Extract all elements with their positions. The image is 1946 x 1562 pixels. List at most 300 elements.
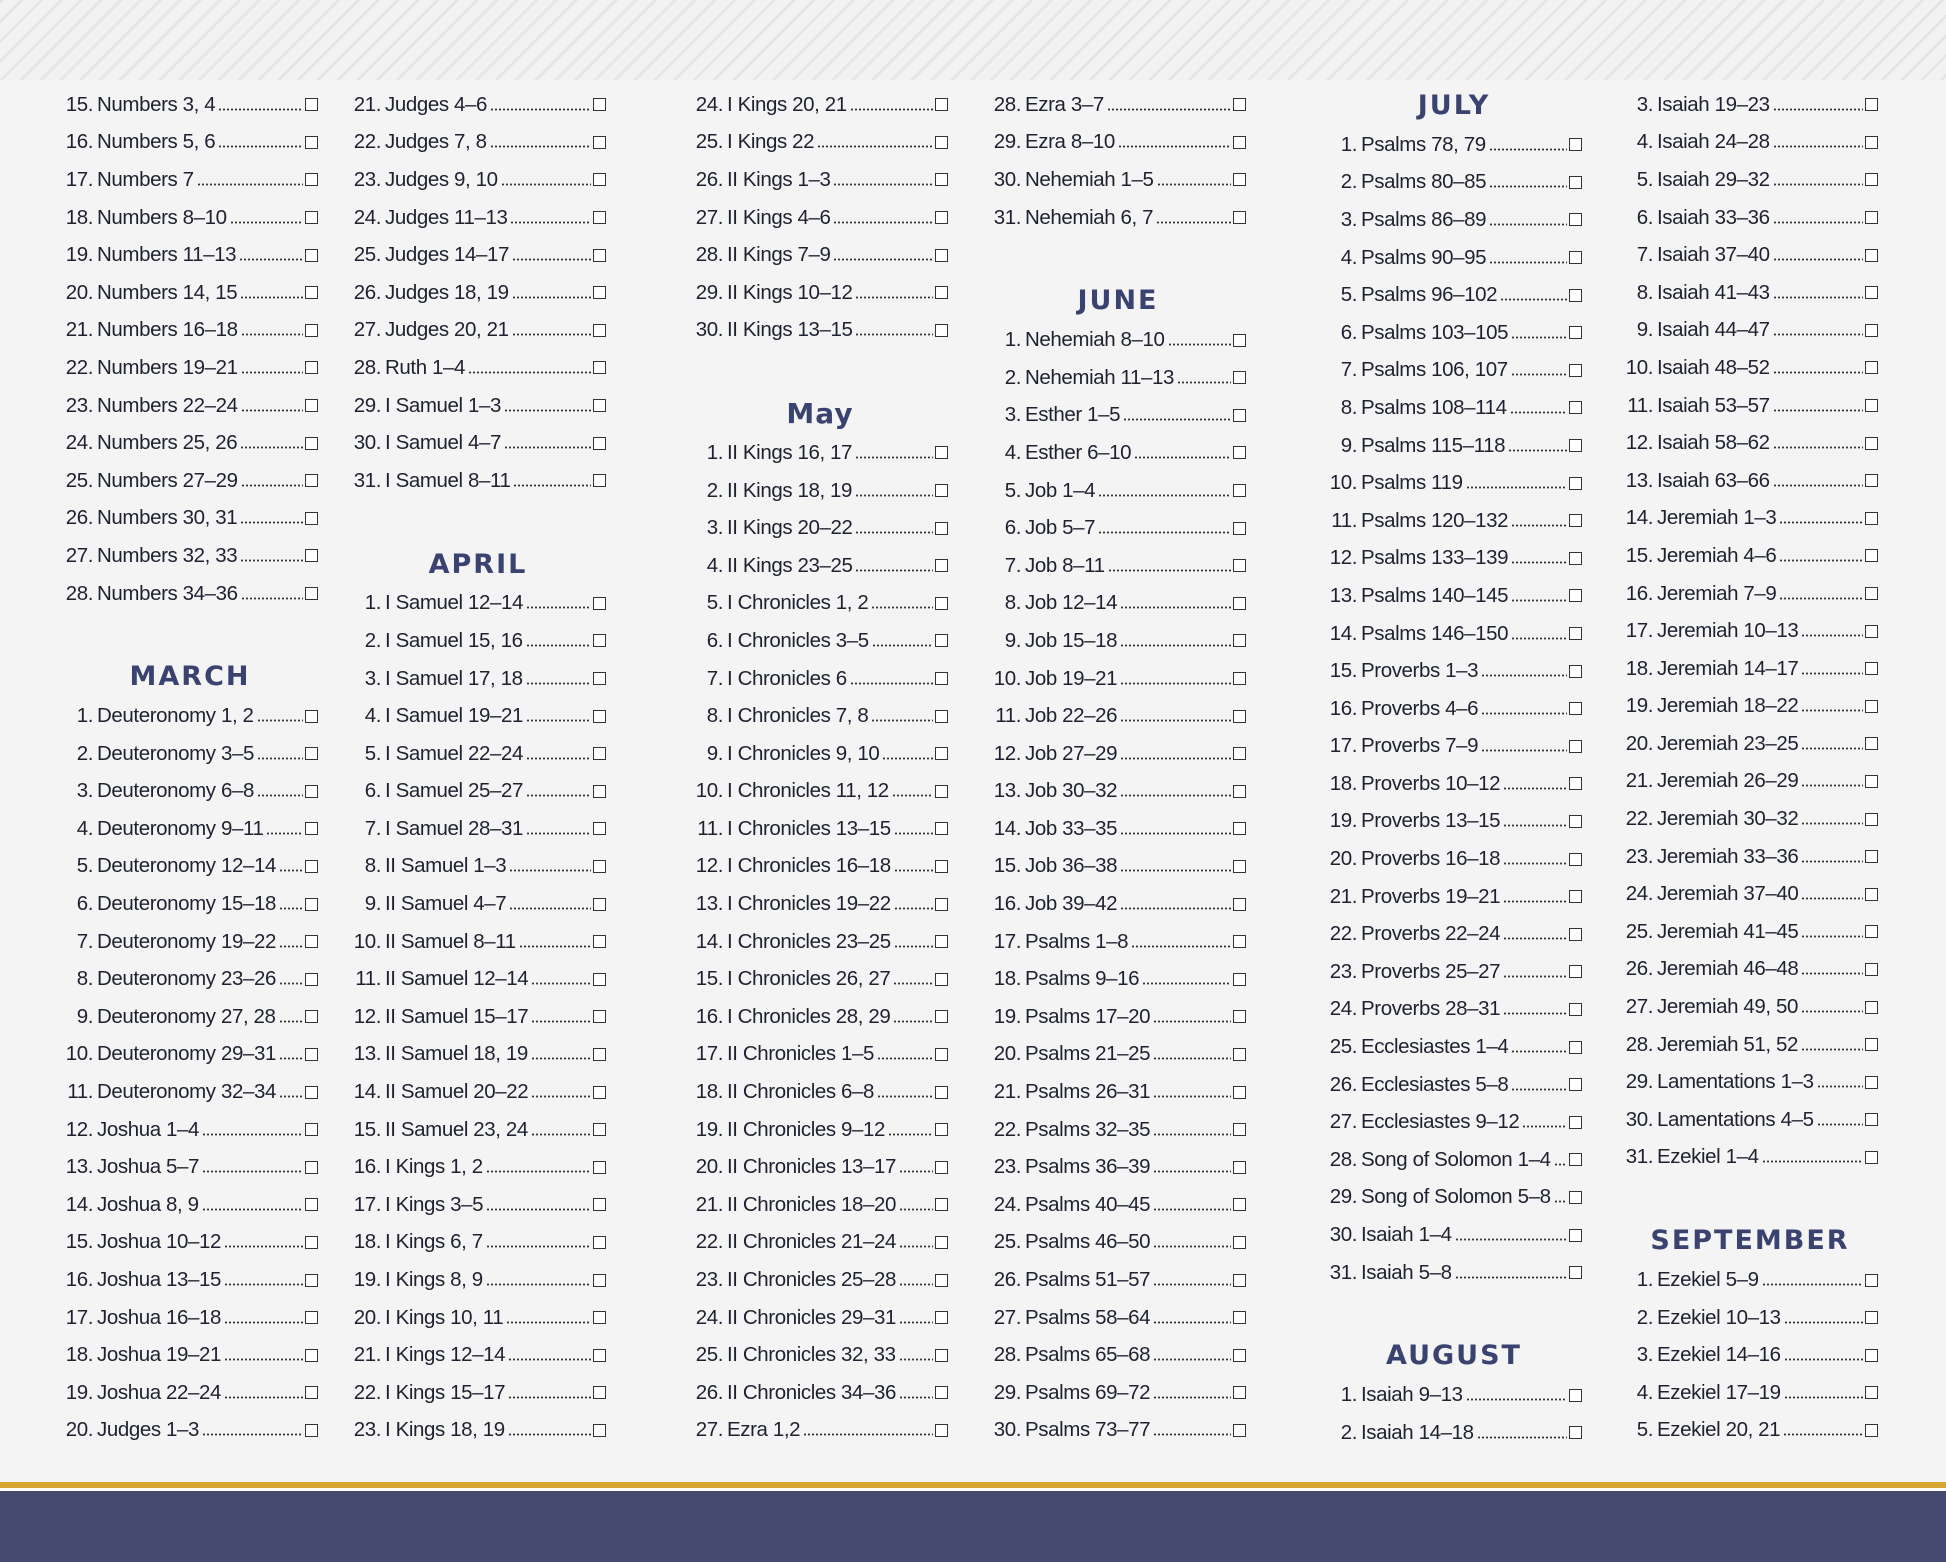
checkbox-icon[interactable] [1233,1010,1246,1023]
scripture-reference: I Chronicles 7, 8 [727,704,869,728]
checkbox-icon[interactable] [1569,289,1582,302]
checkbox-icon[interactable] [1233,1161,1246,1174]
checkbox-icon[interactable] [305,98,318,111]
dot-leader [1503,900,1567,903]
checkbox-icon[interactable] [305,973,318,986]
reading-item [990,434,1246,472]
reading-item [1622,274,1878,312]
checkbox-icon[interactable] [593,747,606,760]
checkbox-icon[interactable] [593,249,606,262]
scripture-reference: Psalms 58–64 [1025,1305,1151,1329]
checkbox-icon[interactable] [935,286,948,299]
checkbox-icon[interactable] [935,249,948,262]
scripture-reference: II Kings 23–25 [727,553,853,577]
checkbox-icon[interactable] [1865,361,1878,374]
checkbox-icon[interactable] [1569,777,1582,790]
day-number: 24. [353,205,381,229]
checkbox-icon[interactable] [1865,249,1878,262]
scripture-reference: I Samuel 28–31 [385,816,524,840]
checkbox-icon[interactable] [1865,1151,1878,1164]
checkbox-icon[interactable] [305,1086,318,1099]
checkbox-icon[interactable] [935,98,948,111]
reading-item [62,1261,318,1299]
checkbox-icon[interactable] [593,324,606,337]
day-number: 14. [695,929,723,953]
reading-item [350,1224,606,1262]
dot-leader [202,1133,303,1136]
scripture-reference: I Samuel 1–3 [385,393,501,417]
column-6 [1622,86,1878,1449]
checkbox-icon[interactable] [593,136,606,149]
checkbox-icon[interactable] [593,1274,606,1287]
checkbox-icon[interactable] [593,710,606,723]
checkbox-icon[interactable] [1233,1274,1246,1287]
checkbox-icon[interactable] [935,522,948,535]
checkbox-icon[interactable] [1233,1236,1246,1249]
checkbox-icon[interactable] [1569,1191,1582,1204]
checkbox-icon[interactable] [1865,625,1878,638]
checkbox-icon[interactable] [935,785,948,798]
checkbox-icon[interactable] [1865,737,1878,750]
checkbox-icon[interactable] [1233,860,1246,873]
checkbox-icon[interactable] [305,211,318,224]
checkbox-icon[interactable] [593,1236,606,1249]
checkbox-icon[interactable] [1865,437,1878,450]
checkbox-icon[interactable] [1865,1038,1878,1051]
reading-item [62,1224,318,1262]
checkbox-icon[interactable] [1233,484,1246,497]
checkbox-icon[interactable] [305,1311,318,1324]
reading-item [692,124,948,162]
checkbox-icon[interactable] [935,173,948,186]
scripture-reference: Joshua 8, 9 [97,1192,199,1216]
dot-leader [1779,559,1863,562]
scripture-reference: Psalms 1–8 [1025,929,1129,953]
checkbox-icon[interactable] [593,1424,606,1437]
reading-item [990,1224,1246,1262]
checkbox-icon[interactable] [935,898,948,911]
checkbox-icon[interactable] [935,484,948,497]
checkbox-icon[interactable] [1233,747,1246,760]
checkbox-icon[interactable] [935,634,948,647]
checkbox-icon[interactable] [593,1161,606,1174]
reading-item [990,1036,1246,1074]
day-number: 5. [364,741,381,765]
checkbox-icon[interactable] [1233,822,1246,835]
reading-item [1622,124,1878,162]
checkbox-icon[interactable] [1233,173,1246,186]
reading-item [1326,652,1582,690]
checkbox-icon[interactable] [593,1198,606,1211]
checkbox-icon[interactable] [1865,1113,1878,1126]
scripture-reference: Isaiah 37–40 [1657,243,1770,267]
checkbox-icon[interactable] [935,973,948,986]
checkbox-icon[interactable] [1569,1229,1582,1242]
scripture-reference: Judges 20, 21 [385,318,509,342]
checkbox-icon[interactable] [1233,136,1246,149]
scripture-reference: Job 22–26 [1025,704,1118,728]
checkbox-icon[interactable] [305,1161,318,1174]
checkbox-icon[interactable] [935,860,948,873]
checkbox-icon[interactable] [1569,552,1582,565]
checkbox-icon[interactable] [1569,665,1582,678]
checkbox-icon[interactable] [1233,1048,1246,1061]
checkbox-icon[interactable] [305,935,318,948]
checkbox-icon[interactable] [305,474,318,487]
checkbox-icon[interactable] [935,1424,948,1437]
checkbox-icon[interactable] [1233,1086,1246,1099]
scripture-reference: Deuteronomy 6–8 [97,779,254,803]
checkbox-icon[interactable] [935,559,948,572]
scripture-reference: Isaiah 29–32 [1657,167,1770,191]
scripture-reference: Ecclesiastes 9–12 [1361,1110,1520,1134]
checkbox-icon[interactable] [305,822,318,835]
checkbox-icon[interactable] [593,1123,606,1136]
day-number: 25. [1329,1035,1357,1059]
dot-leader [899,1208,933,1211]
reading-item [990,1111,1246,1149]
checkbox-icon[interactable] [305,1123,318,1136]
dot-leader [279,1057,303,1060]
dot-leader [1801,860,1863,863]
checkbox-icon[interactable] [1569,213,1582,226]
reading-item [1326,1103,1582,1141]
day-number: 27. [1625,995,1653,1019]
checkbox-icon[interactable] [935,822,948,835]
checkbox-icon[interactable] [305,549,318,562]
checkbox-icon[interactable] [593,286,606,299]
checkbox-icon[interactable] [1569,176,1582,189]
checkbox-icon[interactable] [1569,589,1582,602]
checkbox-icon[interactable] [935,672,948,685]
checkbox-icon[interactable] [1233,559,1246,572]
checkbox-icon[interactable] [593,597,606,610]
checkbox-icon[interactable] [1233,522,1246,535]
scripture-reference: Ezekiel 10–13 [1657,1305,1781,1329]
checkbox-icon[interactable] [1865,662,1878,675]
day-number: 16. [1625,581,1653,605]
checkbox-icon[interactable] [305,747,318,760]
reading-item [1622,1063,1878,1101]
scripture-reference: I Samuel 17, 18 [385,666,523,690]
checkbox-icon[interactable] [305,437,318,450]
checkbox-icon[interactable] [1569,138,1582,151]
checkbox-icon[interactable] [935,710,948,723]
day-number: 29. [993,1380,1021,1404]
scripture-reference: II Samuel 15–17 [385,1004,529,1028]
day-number: 22. [993,1117,1021,1141]
checkbox-icon[interactable] [935,1086,948,1099]
checkbox-icon[interactable] [305,173,318,186]
checkbox-icon[interactable] [1865,963,1878,976]
checkbox-icon[interactable] [1569,1426,1582,1439]
checkbox-icon[interactable] [1233,1123,1246,1136]
scripture-reference: Proverbs 7–9 [1361,734,1479,758]
reading-item [692,1148,948,1186]
day-number: 21. [695,1192,723,1216]
reading-item [1622,537,1878,575]
checkbox-icon[interactable] [305,1236,318,1249]
checkbox-icon[interactable] [1569,251,1582,264]
checkbox-icon[interactable] [1569,1153,1582,1166]
checkbox-icon[interactable] [305,1048,318,1061]
checkbox-icon[interactable] [305,1198,318,1211]
checkbox-icon[interactable] [1865,1274,1878,1287]
checkbox-icon[interactable] [593,973,606,986]
checkbox-icon[interactable] [1233,710,1246,723]
day-number: 26. [993,1268,1021,1292]
checkbox-icon[interactable] [1233,1198,1246,1211]
checkbox-icon[interactable] [935,747,948,760]
checkbox-icon[interactable] [1569,1041,1582,1054]
checkbox-icon[interactable] [1233,446,1246,459]
dot-leader [1120,719,1231,722]
reading-item [1326,276,1582,314]
checkbox-icon[interactable] [1233,98,1246,111]
checkbox-icon[interactable] [1865,1349,1878,1362]
day-number: 7. [1340,358,1357,382]
checkbox-icon[interactable] [1865,399,1878,412]
checkbox-icon[interactable] [1233,1386,1246,1399]
checkbox-icon[interactable] [1233,785,1246,798]
checkbox-icon[interactable] [593,98,606,111]
scripture-reference: Job 30–32 [1025,779,1118,803]
day-number: 4. [76,816,93,840]
checkbox-icon[interactable] [593,474,606,487]
checkbox-icon[interactable] [1569,477,1582,490]
checkbox-icon[interactable] [1233,1311,1246,1324]
scripture-reference: Joshua 13–15 [97,1268,222,1292]
checkbox-icon[interactable] [1233,409,1246,422]
checkbox-icon[interactable] [935,1236,948,1249]
scripture-reference: Deuteronomy 15–18 [97,892,276,916]
checkbox-icon[interactable] [935,1198,948,1211]
checkbox-icon[interactable] [935,1010,948,1023]
checkbox-icon[interactable] [305,361,318,374]
dot-leader [1801,972,1863,975]
day-number: 23. [65,393,93,417]
checkbox-icon[interactable] [305,399,318,412]
reading-item [1326,1216,1582,1254]
checkbox-icon[interactable] [1569,439,1582,452]
reading-item [350,810,606,848]
checkbox-icon[interactable] [1233,1349,1246,1362]
checkbox-icon[interactable] [593,785,606,798]
dot-leader [526,644,591,647]
checkbox-icon[interactable] [1865,1001,1878,1014]
reading-item [692,86,948,124]
day-number: 21. [993,1080,1021,1104]
checkbox-icon[interactable] [593,860,606,873]
checkbox-icon[interactable] [935,1161,948,1174]
dot-leader [257,719,303,722]
checkbox-icon[interactable] [1569,1266,1582,1279]
checkbox-icon[interactable] [593,437,606,450]
checkbox-icon[interactable] [1865,98,1878,111]
checkbox-icon[interactable] [1569,928,1582,941]
day-number: 17. [1625,619,1653,643]
scripture-reference: Deuteronomy 19–22 [97,929,276,953]
reading-item [350,1148,606,1186]
checkbox-icon[interactable] [305,587,318,600]
day-number: 29. [993,130,1021,154]
checkbox-icon[interactable] [305,1010,318,1023]
checkbox-icon[interactable] [1233,935,1246,948]
checkbox-icon[interactable] [1865,1076,1878,1089]
checkbox-icon[interactable] [1865,211,1878,224]
checkbox-icon[interactable] [305,136,318,149]
checkbox-icon[interactable] [935,935,948,948]
scripture-reference: Numbers 16–18 [97,318,238,342]
scripture-reference: Jeremiah 14–17 [1657,656,1799,680]
checkbox-icon[interactable] [1865,775,1878,788]
checkbox-icon[interactable] [1233,1424,1246,1437]
checkbox-icon[interactable] [1569,364,1582,377]
checkbox-icon[interactable] [593,1386,606,1399]
scripture-reference: Psalms 146–150 [1361,621,1509,645]
checkbox-icon[interactable] [1569,1389,1582,1402]
checkbox-icon[interactable] [1233,371,1246,384]
checkbox-icon[interactable] [305,860,318,873]
checkbox-icon[interactable] [1865,850,1878,863]
checkbox-icon[interactable] [1569,890,1582,903]
day-number: 22. [65,355,93,379]
checkbox-icon[interactable] [1569,1003,1582,1016]
checkbox-icon[interactable] [1569,401,1582,414]
checkbox-icon[interactable] [1865,1386,1878,1399]
checkbox-icon[interactable] [593,898,606,911]
checkbox-icon[interactable] [935,1048,948,1061]
checkbox-icon[interactable] [305,286,318,299]
checkbox-icon[interactable] [593,1010,606,1023]
checkbox-icon[interactable] [1569,627,1582,640]
checkbox-icon[interactable] [305,710,318,723]
checkbox-icon[interactable] [1569,1078,1582,1091]
checkbox-icon[interactable] [1865,512,1878,525]
checkbox-icon[interactable] [935,446,948,459]
checkbox-icon[interactable] [1233,973,1246,986]
scripture-reference: Psalms 120–132 [1361,508,1509,532]
dot-leader [508,1358,591,1361]
checkbox-icon[interactable] [1233,672,1246,685]
checkbox-icon[interactable] [1865,925,1878,938]
dot-leader [1489,148,1567,151]
day-number: 16. [353,1155,381,1179]
reading-item [990,1148,1246,1186]
checkbox-icon[interactable] [1865,700,1878,713]
section-spacer [1622,1176,1878,1221]
checkbox-icon[interactable] [1865,549,1878,562]
checkbox-icon[interactable] [1569,965,1582,978]
checkbox-icon[interactable] [935,1123,948,1136]
checkbox-icon[interactable] [305,324,318,337]
checkbox-icon[interactable] [935,597,948,610]
scripture-reference: Joshua 5–7 [97,1155,200,1179]
reading-item [62,500,318,538]
scripture-reference: Ezekiel 1–4 [1657,1145,1759,1169]
day-number: 15. [1329,659,1357,683]
checkbox-icon[interactable] [593,1086,606,1099]
checkbox-icon[interactable] [1569,514,1582,527]
checkbox-icon[interactable] [1233,634,1246,647]
checkbox-icon[interactable] [593,399,606,412]
scripture-reference: Numbers 25, 26 [97,431,238,455]
scripture-reference: Deuteronomy 1, 2 [97,704,254,728]
checkbox-icon[interactable] [305,1349,318,1362]
checkbox-icon[interactable] [593,935,606,948]
checkbox-icon[interactable] [305,1274,318,1287]
checkbox-icon[interactable] [1569,326,1582,339]
dot-leader [1773,333,1863,336]
checkbox-icon[interactable] [1569,702,1582,715]
checkbox-icon[interactable] [305,1386,318,1399]
checkbox-icon[interactable] [1865,286,1878,299]
checkbox-icon[interactable] [305,1424,318,1437]
checkbox-icon[interactable] [1569,815,1582,828]
scripture-reference: Psalms 73–77 [1025,1418,1151,1442]
checkbox-icon[interactable] [935,1311,948,1324]
checkbox-icon[interactable] [593,211,606,224]
dot-leader [1773,446,1863,449]
checkbox-icon[interactable] [1233,898,1246,911]
checkbox-icon[interactable] [593,361,606,374]
checkbox-icon[interactable] [1569,853,1582,866]
checkbox-icon[interactable] [593,173,606,186]
checkbox-icon[interactable] [1569,1116,1582,1129]
checkbox-icon[interactable] [935,136,948,149]
checkbox-icon[interactable] [1569,740,1582,753]
checkbox-icon[interactable] [593,822,606,835]
checkbox-icon[interactable] [305,785,318,798]
checkbox-icon[interactable] [935,211,948,224]
checkbox-icon[interactable] [593,1349,606,1362]
checkbox-icon[interactable] [593,672,606,685]
checkbox-icon[interactable] [305,898,318,911]
checkbox-icon[interactable] [935,1349,948,1362]
checkbox-icon[interactable] [305,512,318,525]
day-number: 11. [67,1080,93,1104]
checkbox-icon[interactable] [1865,1311,1878,1324]
checkbox-icon[interactable] [1865,136,1878,149]
checkbox-icon[interactable] [1233,211,1246,224]
checkbox-icon[interactable] [935,1274,948,1287]
scripture-reference: Psalms 32–35 [1025,1117,1151,1141]
checkbox-icon[interactable] [1865,888,1878,901]
day-number: 11. [697,816,723,840]
checkbox-icon[interactable] [305,249,318,262]
checkbox-icon[interactable] [935,324,948,337]
dot-leader [1466,486,1567,489]
scripture-reference: Jeremiah 30–32 [1657,807,1799,831]
reading-item [350,236,606,274]
checkbox-icon[interactable] [593,1311,606,1324]
checkbox-icon[interactable] [593,634,606,647]
checkbox-icon[interactable] [1865,813,1878,826]
checkbox-icon[interactable] [1865,587,1878,600]
checkbox-icon[interactable] [1865,324,1878,337]
reading-item [692,1261,948,1299]
day-number: 18. [695,1080,723,1104]
checkbox-icon[interactable] [1865,173,1878,186]
checkbox-icon[interactable] [1865,474,1878,487]
dot-leader [510,221,591,224]
checkbox-icon[interactable] [1233,334,1246,347]
checkbox-icon[interactable] [1865,1424,1878,1437]
day-number: 8. [1636,280,1653,304]
checkbox-icon[interactable] [1233,597,1246,610]
checkbox-icon[interactable] [593,1048,606,1061]
checkbox-icon[interactable] [935,1386,948,1399]
